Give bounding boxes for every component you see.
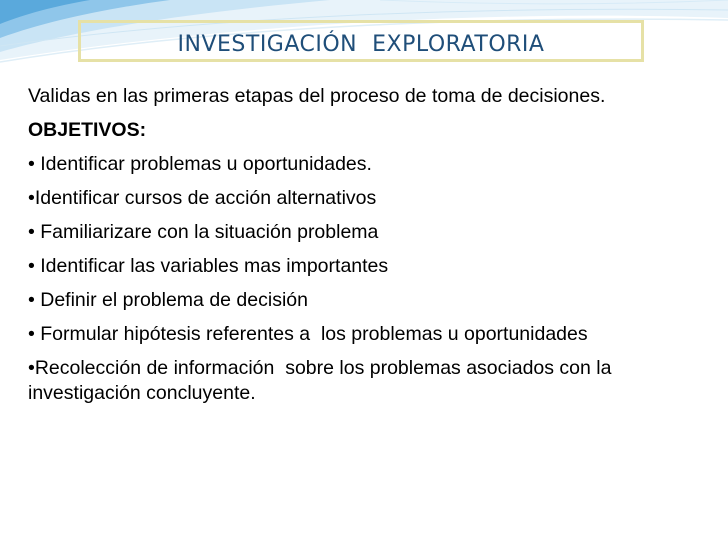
bullet-item: • Familiarizare con la situación problema bbox=[28, 221, 379, 243]
bullet-item: • Definir el problema de decisión bbox=[28, 289, 308, 311]
intro-text: Validas en las primeras etapas del proceso de toma de decisiones. bbox=[28, 85, 606, 107]
title-frame bbox=[78, 20, 644, 62]
bullet-item: •Identificar cursos de acción alternativos bbox=[28, 187, 377, 209]
page-title: INVESTIGACIÓN EXPLORATORIA bbox=[177, 31, 545, 57]
bullet-item: •Recolección de información sobre los problemas asociados con la investigación concluyente. bbox=[28, 357, 617, 404]
objectives-heading: OBJETIVOS: bbox=[28, 119, 147, 141]
bullet-item: • Identificar problemas u oportunidades. bbox=[28, 153, 372, 175]
bullet-item: • Identificar las variables mas importantes bbox=[28, 255, 389, 277]
bullet-item: • Formular hipótesis referentes a los problemas u oportunidades bbox=[28, 323, 588, 345]
slide-body bbox=[28, 84, 718, 415]
